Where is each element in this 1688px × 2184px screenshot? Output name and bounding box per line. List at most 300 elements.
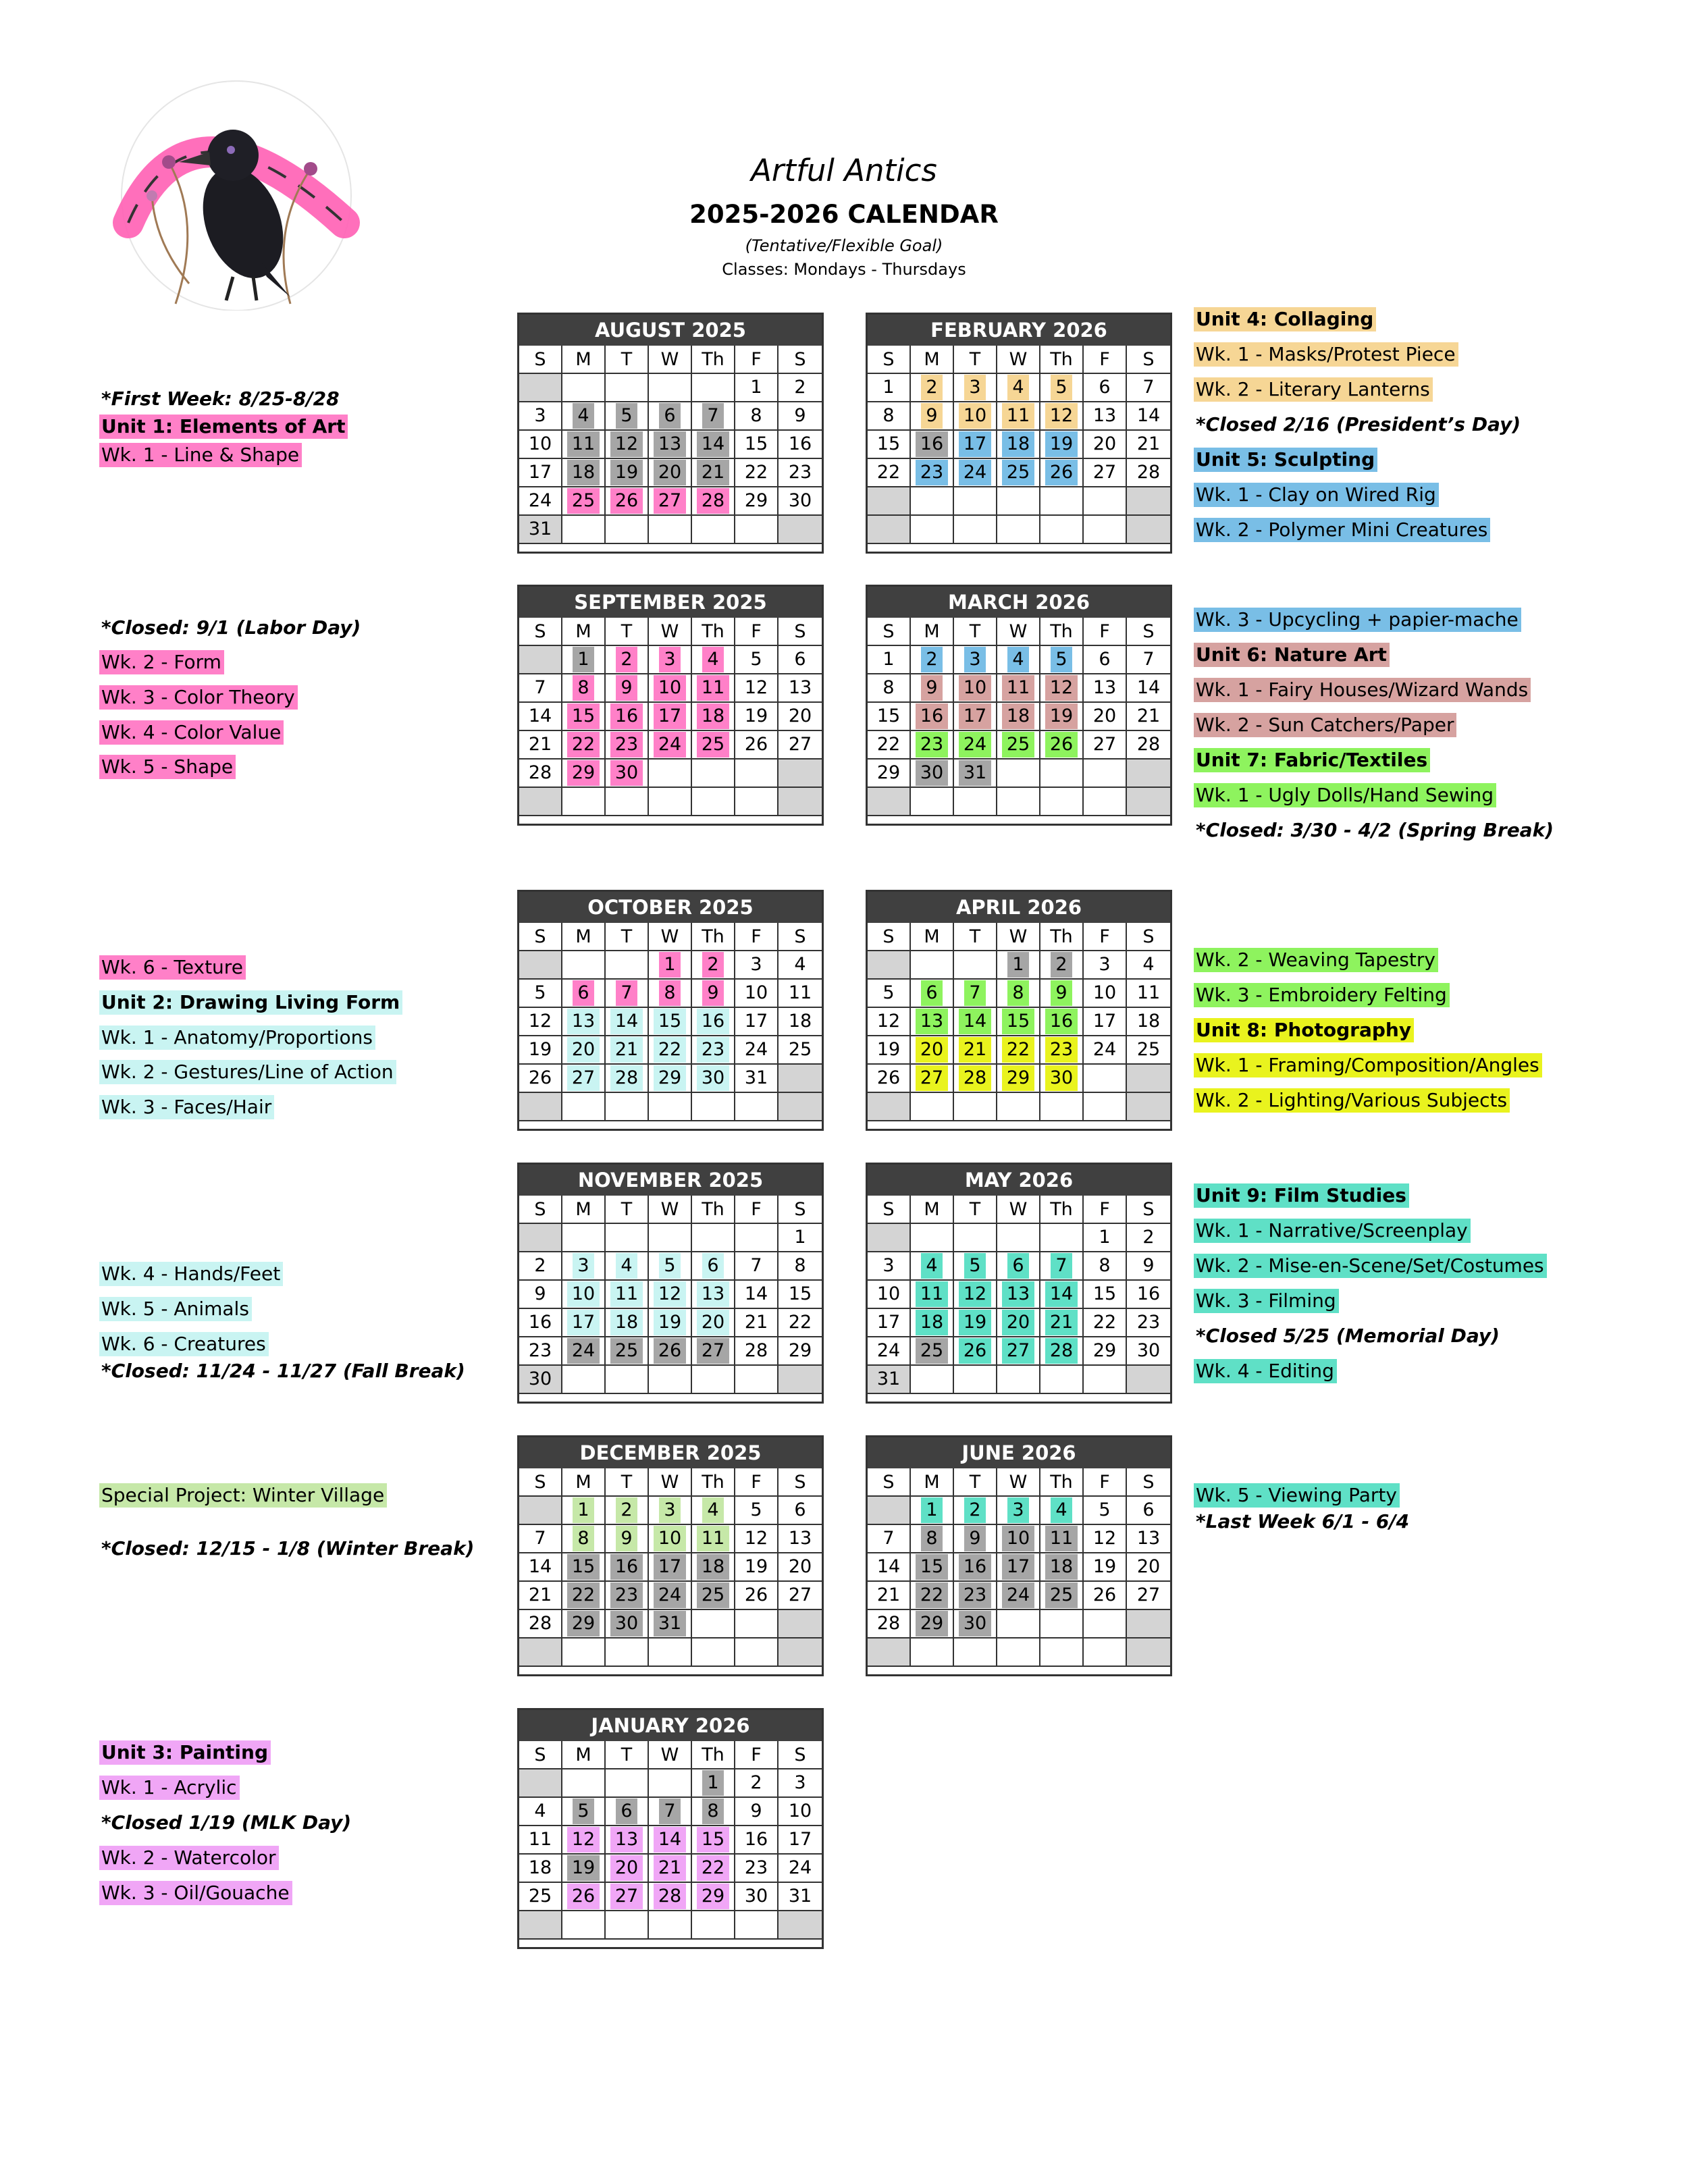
label-text: Wk. 3 - Faces/Hair <box>99 1095 274 1119</box>
day-cell <box>692 1224 735 1252</box>
day-number: 22 <box>567 1582 600 1608</box>
day-number: 23 <box>916 732 948 757</box>
day-cell <box>562 1065 606 1093</box>
day-number: 22 <box>654 1037 686 1063</box>
day-cell <box>997 980 1040 1008</box>
day-number: 13 <box>788 1528 812 1549</box>
day-cell <box>997 1224 1040 1252</box>
day-number: 21 <box>744 1312 768 1333</box>
day-cell <box>1127 1525 1170 1553</box>
day-number: 9 <box>921 675 942 701</box>
day-number: 2 <box>964 1497 985 1523</box>
day-number: 24 <box>876 1340 901 1361</box>
day-cell <box>997 1553 1040 1582</box>
day-cell <box>954 1224 997 1252</box>
day-cell <box>606 402 649 431</box>
day-cell <box>779 1224 822 1252</box>
label-text: *Closed 1/19 (MLK Day) <box>101 1811 352 1834</box>
day-number: 18 <box>697 703 729 729</box>
day-cell <box>606 487 649 516</box>
day-number: 29 <box>654 1065 686 1091</box>
day-number: 30 <box>528 1368 552 1389</box>
day-number: 13 <box>567 1009 600 1034</box>
day-cell <box>519 1093 562 1121</box>
day-number: 31 <box>788 1886 812 1907</box>
day-cell <box>997 1252 1040 1281</box>
day-cell <box>606 760 649 788</box>
unit-8-heading <box>1194 1018 1414 1042</box>
day-cell <box>954 1252 997 1281</box>
day-cell <box>692 674 735 703</box>
day-cell <box>562 1826 606 1855</box>
day-cell <box>779 1281 822 1309</box>
day-cell <box>562 1582 606 1610</box>
unit-3-week-3 <box>99 1881 292 1905</box>
day-cell <box>1127 1610 1170 1639</box>
day-number: 13 <box>788 677 812 698</box>
day-number: 12 <box>528 1011 552 1032</box>
day-cell <box>1084 1639 1127 1667</box>
day-cell <box>1084 1337 1127 1366</box>
day-cell <box>692 1036 735 1065</box>
day-number: 9 <box>921 403 942 429</box>
day-number: 19 <box>567 1855 600 1881</box>
day-cell <box>954 731 997 760</box>
day-cell <box>562 1281 606 1309</box>
day-cell <box>997 646 1040 674</box>
weekday-header: Th <box>692 1196 735 1224</box>
day-cell <box>1040 431 1084 459</box>
day-cell <box>562 1224 606 1252</box>
day-cell <box>692 1855 735 1883</box>
label-text: Wk. 5 - Animals <box>99 1297 252 1321</box>
month-title: APRIL 2026 <box>868 892 1170 923</box>
day-cell <box>954 1065 997 1093</box>
day-cell <box>1084 646 1127 674</box>
day-number: 4 <box>702 1497 723 1523</box>
day-number: 2 <box>794 377 806 398</box>
day-number: 10 <box>788 1801 812 1821</box>
day-number: 6 <box>921 980 942 1006</box>
day-cell <box>1040 980 1084 1008</box>
day-number: 24 <box>1002 1582 1034 1608</box>
day-number: 9 <box>1142 1255 1155 1276</box>
day-number: 30 <box>788 490 812 511</box>
month-february-2026 <box>866 313 1172 554</box>
unit-9-week-2 <box>1194 1254 1547 1278</box>
label-text: Wk. 3 - Filming <box>1194 1289 1339 1313</box>
day-cell <box>911 788 954 816</box>
day-number: 15 <box>1092 1283 1117 1304</box>
day-number: 31 <box>528 518 552 539</box>
day-number: 16 <box>788 433 812 454</box>
day-number: 26 <box>744 1584 768 1605</box>
day-number: 25 <box>528 1886 552 1907</box>
day-cell <box>868 1309 911 1337</box>
day-number: 5 <box>882 982 895 1003</box>
day-number: 25 <box>697 1582 729 1608</box>
day-number: 21 <box>528 734 552 755</box>
day-number: 5 <box>1099 1499 1111 1520</box>
page-title: Artful Antics <box>751 153 937 188</box>
day-cell <box>954 459 997 487</box>
svg-text:ARTFUL ANTICS: ARTFUL ANTICS <box>234 125 239 126</box>
day-cell <box>954 402 997 431</box>
day-number: 16 <box>1045 1009 1078 1034</box>
day-cell <box>735 1582 779 1610</box>
unit-9-week-1 <box>1194 1219 1471 1243</box>
day-number: 30 <box>610 1611 643 1636</box>
month-title: JANUARY 2026 <box>519 1710 822 1741</box>
day-cell <box>606 1582 649 1610</box>
day-cell <box>868 788 911 816</box>
day-cell <box>1127 703 1170 731</box>
day-number: 12 <box>610 431 643 457</box>
day-number: 27 <box>916 1065 948 1091</box>
day-cell <box>519 1883 562 1911</box>
day-cell <box>562 516 606 544</box>
unit-4-week-2 <box>1194 377 1433 402</box>
day-number: 22 <box>744 462 768 483</box>
day-cell <box>649 374 692 402</box>
day-cell <box>1084 703 1127 731</box>
unit-5-week-2 <box>1194 518 1490 542</box>
day-cell <box>519 1366 562 1394</box>
unit-4-heading <box>1194 307 1376 331</box>
note-first-week <box>99 387 342 411</box>
day-cell <box>779 674 822 703</box>
day-cell <box>1127 516 1170 544</box>
unit-1-heading <box>99 415 348 439</box>
day-cell <box>562 1337 606 1366</box>
day-cell <box>735 788 779 816</box>
day-number: 11 <box>916 1281 948 1307</box>
day-cell <box>606 788 649 816</box>
day-number: 4 <box>702 647 723 672</box>
day-cell <box>954 1497 997 1525</box>
label-text: Wk. 6 - Creatures <box>99 1332 269 1356</box>
weekday-header: S <box>779 346 822 374</box>
day-cell <box>1127 980 1170 1008</box>
day-cell <box>868 431 911 459</box>
day-number: 6 <box>794 649 806 670</box>
weekday-header: Th <box>1040 923 1084 951</box>
label-text: Wk. 2 - Mise-en-Scene/Set/Costumes <box>1194 1254 1547 1278</box>
day-number: 7 <box>882 1528 895 1549</box>
day-number: 27 <box>1092 734 1117 755</box>
day-cell <box>779 1497 822 1525</box>
weekday-header: F <box>1084 618 1127 646</box>
day-cell <box>649 1093 692 1121</box>
label-text: Unit 9: Film Studies <box>1194 1183 1409 1208</box>
day-number: 27 <box>788 734 812 755</box>
day-cell <box>649 1911 692 1940</box>
day-cell <box>911 1639 954 1667</box>
day-cell <box>868 951 911 980</box>
day-cell <box>911 487 954 516</box>
note-presidents-day <box>1194 412 1523 437</box>
day-number: 14 <box>528 705 552 726</box>
day-number: 21 <box>876 1584 901 1605</box>
day-cell <box>649 402 692 431</box>
day-number: 25 <box>1002 732 1034 757</box>
day-cell <box>606 1798 649 1826</box>
day-number: 19 <box>744 705 768 726</box>
day-cell <box>954 1553 997 1582</box>
day-cell <box>606 459 649 487</box>
day-cell <box>519 788 562 816</box>
day-number: 12 <box>1092 1528 1117 1549</box>
day-number: 1 <box>659 952 680 978</box>
day-cell <box>562 674 606 703</box>
day-cell <box>606 1252 649 1281</box>
day-cell <box>954 431 997 459</box>
day-cell <box>735 1309 779 1337</box>
day-number: 23 <box>610 1582 643 1608</box>
day-cell <box>779 1798 822 1826</box>
day-cell <box>1084 1065 1127 1093</box>
day-number: 21 <box>959 1037 991 1063</box>
day-number: 21 <box>610 1037 643 1063</box>
day-cell <box>1040 1553 1084 1582</box>
day-cell <box>911 1093 954 1121</box>
label-text: *First Week: 8/25-8/28 <box>101 388 340 410</box>
day-cell <box>868 1065 911 1093</box>
day-number: 1 <box>573 647 594 672</box>
day-cell <box>779 374 822 402</box>
day-number: 25 <box>788 1039 812 1060</box>
day-number: 24 <box>788 1857 812 1878</box>
day-cell <box>1084 1224 1127 1252</box>
day-cell <box>779 516 822 544</box>
day-cell <box>519 459 562 487</box>
day-cell <box>1084 487 1127 516</box>
day-cell <box>779 1855 822 1883</box>
day-number: 13 <box>1092 405 1117 426</box>
month-title: DECEMBER 2025 <box>519 1437 822 1468</box>
day-number: 2 <box>1051 952 1072 978</box>
day-cell <box>519 1065 562 1093</box>
tentative-note: (Tentative/Flexible Goal) <box>745 236 943 255</box>
day-number: 20 <box>788 1556 812 1577</box>
day-number: 3 <box>964 647 985 672</box>
day-cell <box>868 1366 911 1394</box>
day-cell <box>779 1366 822 1394</box>
day-number: 15 <box>567 1554 600 1580</box>
label-text: Unit 4: Collaging <box>1194 307 1376 331</box>
day-number: 16 <box>610 1554 643 1580</box>
day-number: 29 <box>1002 1065 1034 1091</box>
day-cell <box>1127 1252 1170 1281</box>
day-number: 12 <box>1045 675 1078 701</box>
weekday-header: S <box>779 923 822 951</box>
day-cell <box>606 1036 649 1065</box>
day-cell <box>779 1911 822 1940</box>
day-cell <box>735 1525 779 1553</box>
day-cell <box>649 1826 692 1855</box>
day-cell <box>779 1093 822 1121</box>
day-cell <box>649 1769 692 1798</box>
unit-4-week-1 <box>1194 342 1458 367</box>
day-cell <box>997 1525 1040 1553</box>
day-cell <box>911 980 954 1008</box>
day-cell <box>1040 1252 1084 1281</box>
day-number: 31 <box>654 1611 686 1636</box>
day-cell <box>954 1036 997 1065</box>
weekday-header: S <box>519 1468 562 1497</box>
weekday-header: S <box>868 618 911 646</box>
weekday-header: S <box>868 923 911 951</box>
day-cell <box>735 402 779 431</box>
note-memorial-day <box>1194 1324 1502 1348</box>
day-cell <box>692 1911 735 1940</box>
day-cell <box>1084 1553 1127 1582</box>
day-cell <box>692 1252 735 1281</box>
day-cell <box>735 487 779 516</box>
day-number: 7 <box>702 403 723 429</box>
day-cell <box>1040 1525 1084 1553</box>
day-cell <box>735 431 779 459</box>
day-cell <box>562 703 606 731</box>
day-cell <box>649 1252 692 1281</box>
label-text: Unit 6: Nature Art <box>1194 643 1390 667</box>
unit-1-week-1 <box>99 443 302 467</box>
day-cell <box>562 1855 606 1883</box>
day-number: 10 <box>744 982 768 1003</box>
day-cell <box>519 951 562 980</box>
day-cell <box>649 487 692 516</box>
day-number: 16 <box>610 703 643 729</box>
weekday-header: S <box>868 346 911 374</box>
day-number: 11 <box>1002 403 1034 429</box>
note-labor-day <box>99 616 363 640</box>
day-cell <box>1084 1008 1127 1036</box>
day-cell <box>868 1610 911 1639</box>
day-cell <box>735 1093 779 1121</box>
day-cell <box>606 1883 649 1911</box>
day-number: 19 <box>1092 1556 1117 1577</box>
day-number: 2 <box>702 952 723 978</box>
day-number: 7 <box>1051 1253 1072 1279</box>
day-number: 24 <box>744 1039 768 1060</box>
day-cell <box>692 1093 735 1121</box>
weekday-header: T <box>954 1196 997 1224</box>
day-cell <box>1040 788 1084 816</box>
label-text: Wk. 1 - Ugly Dolls/Hand Sewing <box>1194 783 1496 807</box>
day-cell <box>911 1610 954 1639</box>
day-cell <box>779 1008 822 1036</box>
day-cell <box>606 1309 649 1337</box>
day-cell <box>1040 459 1084 487</box>
day-number: 6 <box>794 1499 806 1520</box>
day-cell <box>519 1769 562 1798</box>
day-number: 23 <box>697 1037 729 1063</box>
day-number: 4 <box>1051 1497 1072 1523</box>
day-cell <box>562 1525 606 1553</box>
label-text: Unit 3: Painting <box>99 1740 271 1765</box>
day-number: 18 <box>1002 703 1034 729</box>
label-text: Wk. 2 - Weaving Tapestry <box>1194 948 1438 972</box>
unit-9-heading <box>1194 1183 1409 1208</box>
label-text: Wk. 2 - Sun Catchers/Paper <box>1194 713 1456 737</box>
day-cell <box>779 951 822 980</box>
day-cell <box>649 1309 692 1337</box>
day-cell <box>562 487 606 516</box>
day-cell <box>519 1798 562 1826</box>
day-cell <box>562 374 606 402</box>
unit-2-week-2 <box>99 1060 396 1084</box>
day-number: 6 <box>573 980 594 1006</box>
day-number: 22 <box>788 1312 812 1333</box>
day-number: 9 <box>616 1526 637 1551</box>
day-number: 26 <box>1092 1584 1117 1605</box>
day-cell <box>779 788 822 816</box>
month-may-2026 <box>866 1163 1172 1404</box>
day-cell <box>649 1224 692 1252</box>
day-cell <box>868 487 911 516</box>
weekday-header: T <box>954 923 997 951</box>
day-number: 25 <box>916 1338 948 1364</box>
day-number: 13 <box>916 1009 948 1034</box>
day-cell <box>735 1224 779 1252</box>
day-number: 2 <box>921 647 942 672</box>
unit-2-week-6 <box>99 1332 269 1356</box>
weekday-header: S <box>779 618 822 646</box>
day-cell <box>1040 402 1084 431</box>
day-number: 11 <box>528 1829 552 1850</box>
day-number: 15 <box>697 1827 729 1853</box>
weekday-header: S <box>519 1741 562 1769</box>
day-cell <box>779 1639 822 1667</box>
day-cell <box>868 374 911 402</box>
day-number: 17 <box>528 462 552 483</box>
day-cell <box>868 1252 911 1281</box>
day-cell <box>911 951 954 980</box>
day-cell <box>1040 760 1084 788</box>
day-number: 25 <box>697 732 729 757</box>
day-number: 7 <box>534 1528 546 1549</box>
day-cell <box>692 1639 735 1667</box>
day-number: 20 <box>1136 1556 1161 1577</box>
day-number: 18 <box>610 1310 643 1335</box>
day-cell <box>519 487 562 516</box>
day-cell <box>519 703 562 731</box>
day-cell <box>606 731 649 760</box>
day-number: 2 <box>616 1497 637 1523</box>
day-cell <box>649 674 692 703</box>
day-cell <box>868 1497 911 1525</box>
label-text: *Closed: 3/30 - 4/2 (Spring Break) <box>1196 819 1554 841</box>
day-number: 24 <box>654 732 686 757</box>
day-number: 27 <box>1092 462 1117 483</box>
unit-1-week-3 <box>99 685 298 710</box>
weekday-header: M <box>911 923 954 951</box>
weekday-header: M <box>562 1741 606 1769</box>
day-cell <box>997 431 1040 459</box>
day-number: 31 <box>876 1368 901 1389</box>
weekday-header: F <box>735 1196 779 1224</box>
day-number: 10 <box>528 433 552 454</box>
day-number: 16 <box>744 1829 768 1850</box>
day-number: 23 <box>788 462 812 483</box>
day-number: 5 <box>1051 375 1072 400</box>
label-text: Unit 7: Fabric/Textiles <box>1194 748 1430 772</box>
day-cell <box>868 1582 911 1610</box>
day-number: 20 <box>916 1037 948 1063</box>
day-cell <box>692 760 735 788</box>
day-cell <box>1127 1497 1170 1525</box>
day-cell <box>997 1309 1040 1337</box>
